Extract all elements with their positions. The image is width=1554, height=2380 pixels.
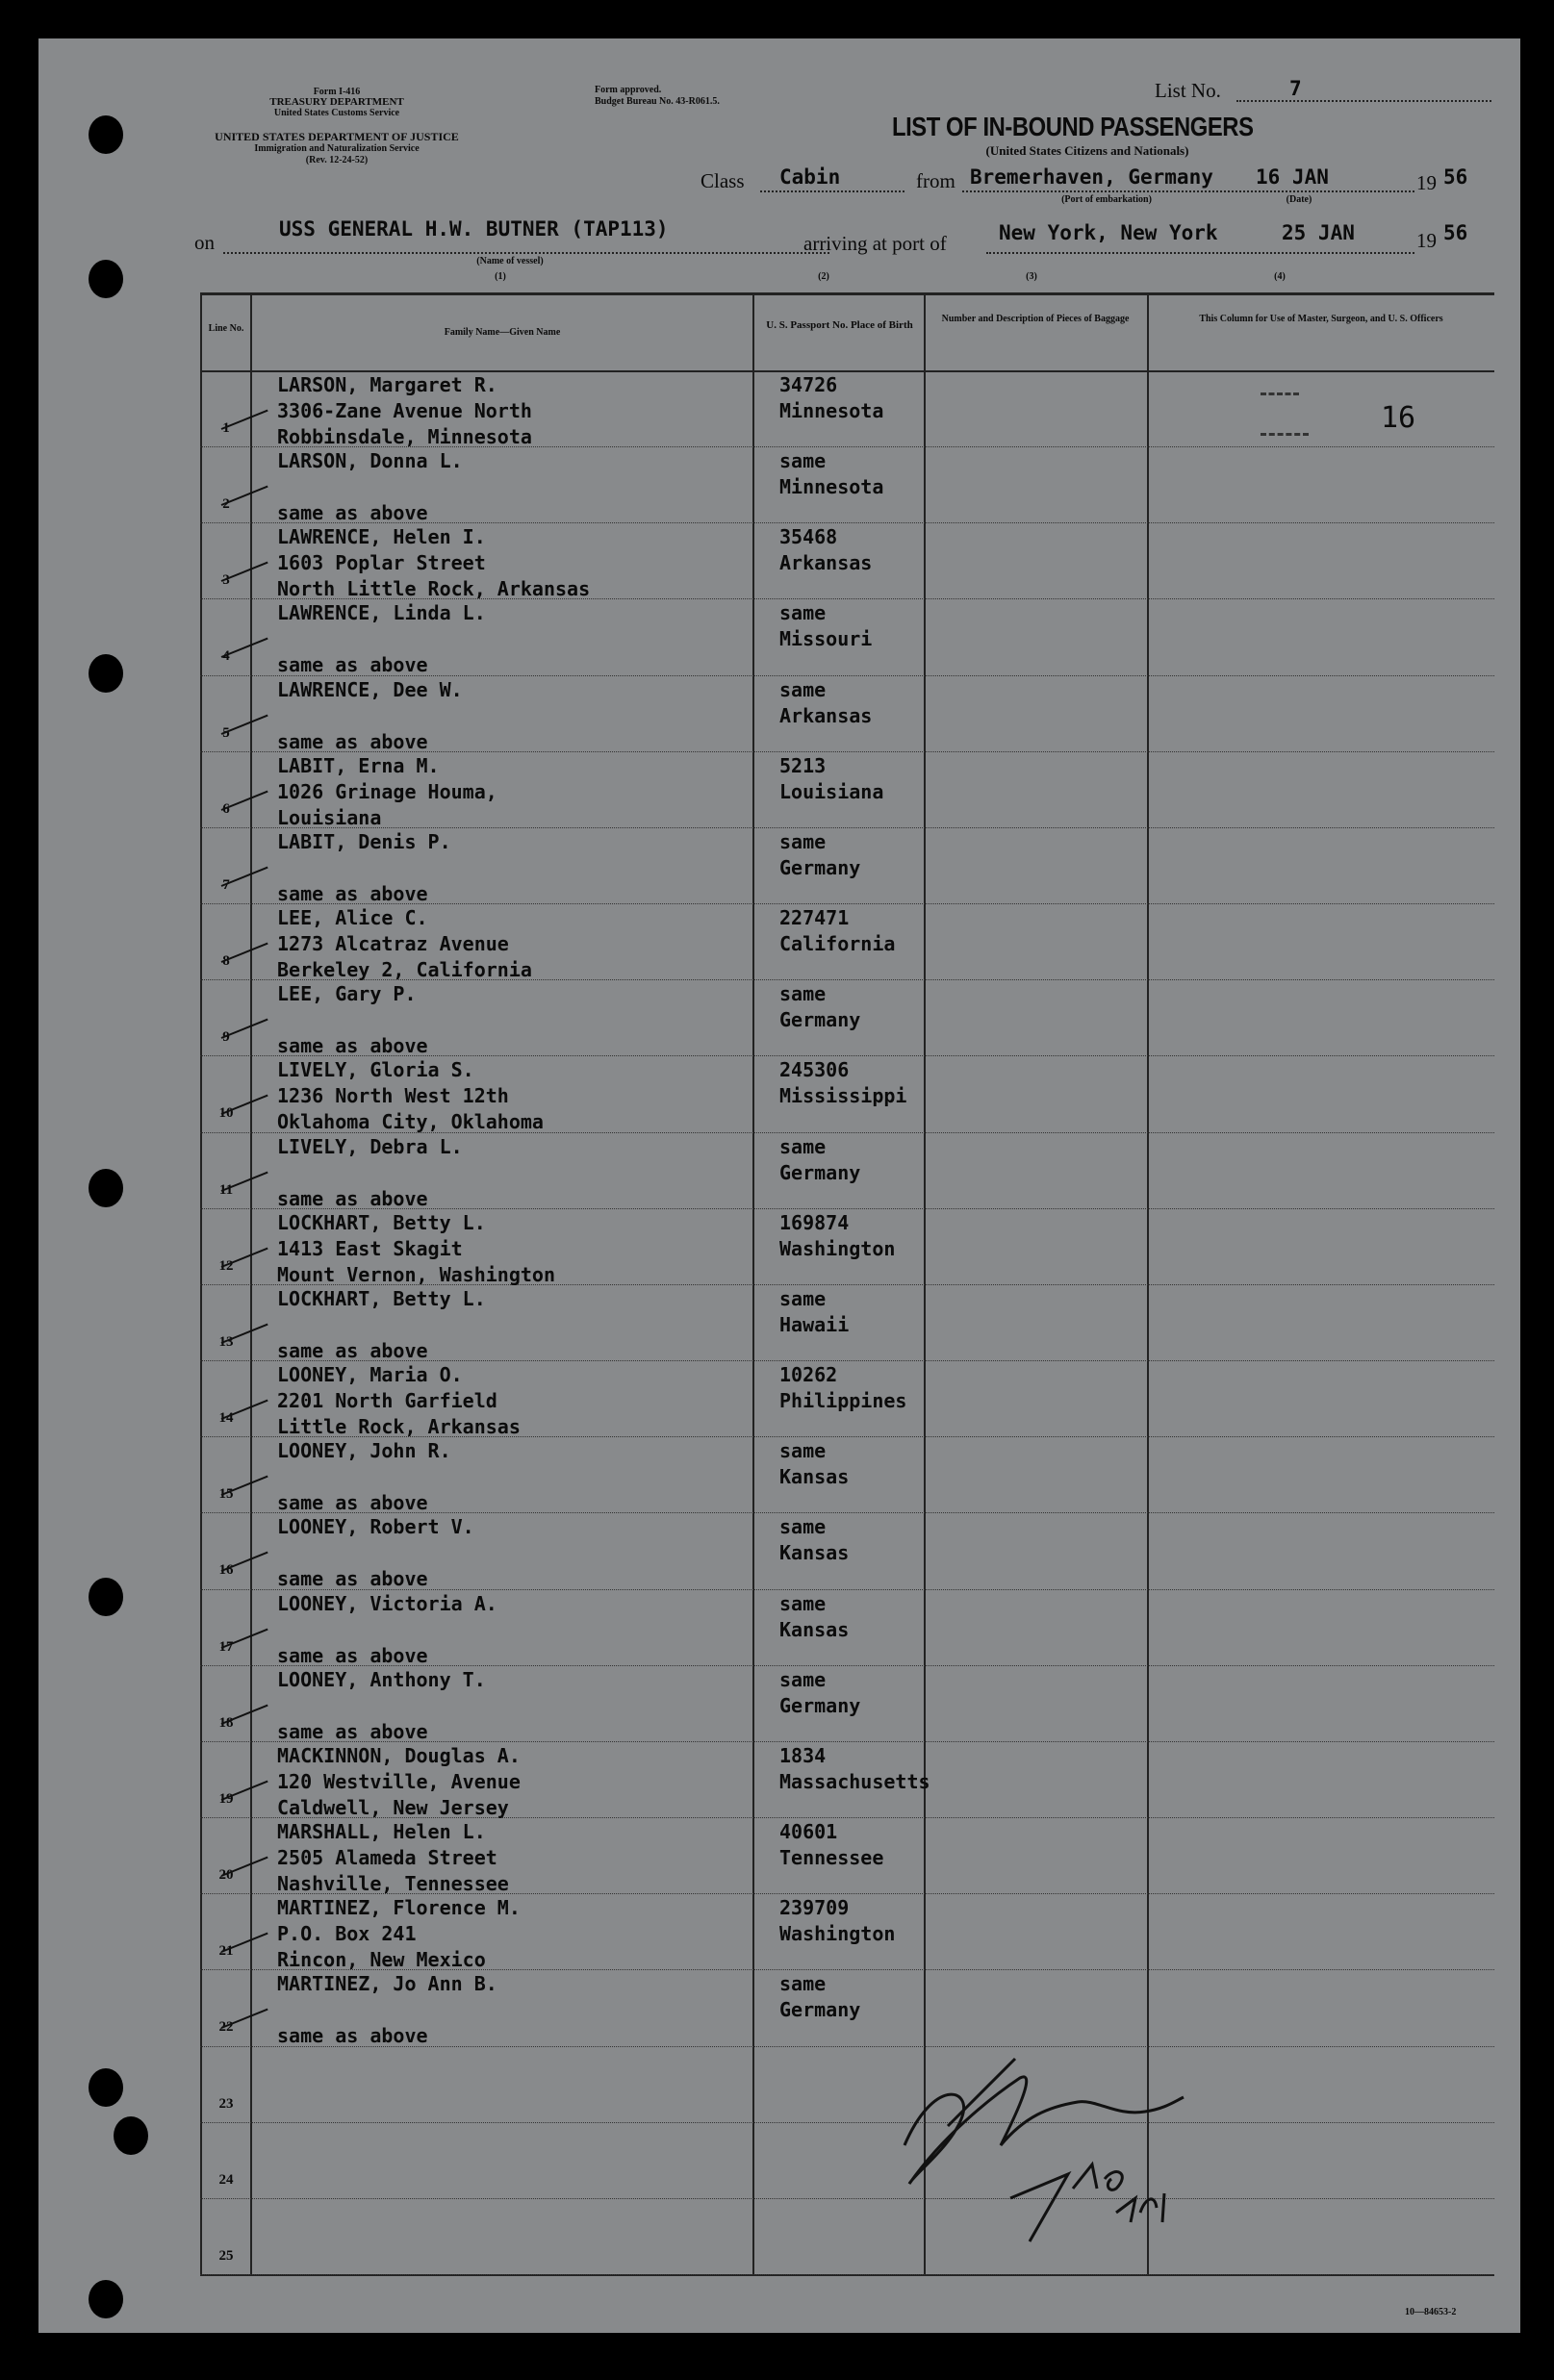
list-no-value: 7 — [1289, 77, 1302, 100]
col-header-line-no: Line No. — [208, 323, 244, 334]
row-number: 1 — [222, 420, 230, 436]
form-number: Form I-416 — [313, 87, 361, 97]
officer-marks-2 — [1261, 433, 1309, 436]
arrival-year-prefix: 19 — [1416, 229, 1437, 252]
row-number: 6 — [222, 800, 230, 817]
row-divider — [200, 2274, 1494, 2275]
vessel-name: USS GENERAL H.W. BUTNER (TAP113) — [279, 217, 669, 241]
form-revision: (Rev. 12-24-52) — [305, 155, 369, 165]
binder-hole — [89, 1578, 123, 1616]
table-top-border — [200, 292, 1494, 295]
passenger-address-line2: Nashville, Tennessee — [277, 1872, 509, 1896]
passenger-name: LOONEY, John R. — [277, 1439, 451, 1463]
binder-hole — [89, 115, 123, 154]
col-header-baggage: Number and Description of Pieces of Baggage — [941, 314, 1130, 324]
passport-number: same — [779, 1667, 827, 1691]
passenger-address-line2: Oklahoma City, Oklahoma — [277, 1110, 544, 1134]
class-line — [760, 190, 904, 192]
passport-number: 35468 — [779, 525, 838, 549]
passenger-name: LEE, Gary P. — [277, 982, 417, 1006]
passenger-name: LOONEY, Maria O. — [277, 1363, 463, 1387]
passenger-address-line2: Rincon, New Mexico — [277, 1948, 486, 1972]
passport-number: same — [779, 449, 827, 473]
row-number: 3 — [222, 572, 230, 589]
place-of-birth: Kansas — [779, 1541, 850, 1565]
passenger-address-line2: same as above — [277, 1567, 428, 1591]
customs-service: United States Customs Service — [273, 108, 400, 118]
from-label: from — [916, 169, 955, 192]
row-number: 20 — [218, 1867, 234, 1884]
place-of-birth: Washington — [779, 1922, 896, 1946]
passport-number: 245306 — [779, 1058, 850, 1082]
row-divider — [200, 2122, 1494, 2123]
arriving-label: arriving at port of — [803, 232, 947, 255]
binder-hole — [89, 2280, 123, 2318]
place-of-birth: Germany — [779, 1160, 861, 1184]
passenger-address-line1: P.O. Box 241 — [277, 1922, 417, 1946]
place-of-birth: Philippines — [779, 1389, 907, 1413]
row-number: 13 — [218, 1333, 234, 1350]
passenger-address-line2: same as above — [277, 1719, 428, 1743]
place-of-birth: Hawaii — [779, 1312, 850, 1336]
passenger-address-line1: 1273 Alcatraz Avenue — [277, 932, 509, 956]
place-of-birth: Louisiana — [779, 779, 884, 803]
passenger-address-line2: North Little Rock, Arkansas — [277, 577, 591, 601]
passenger-name: MARSHALL, Helen L. — [277, 1820, 486, 1844]
passenger-name: LIVELY, Gloria S. — [277, 1058, 474, 1082]
col-header-name: Family Name—Given Name — [444, 327, 561, 338]
footer-code: 10—84653-2 — [1405, 2307, 1457, 2317]
place-of-birth: Germany — [779, 1998, 861, 2022]
place-of-birth: Kansas — [779, 1465, 850, 1489]
row-number: 7 — [222, 876, 230, 893]
col-num-4: (4) — [1274, 271, 1286, 282]
officer-marks — [1261, 392, 1299, 395]
passenger-name: LABIT, Denis P. — [277, 829, 451, 853]
passport-number: same — [779, 1439, 827, 1463]
passport-number: 10262 — [779, 1363, 838, 1387]
page-subtitle: (United States Citizens and Nationals) — [985, 143, 1189, 158]
place-of-birth: Germany — [779, 1008, 861, 1032]
on-label: on — [194, 231, 215, 254]
col-num-1: (1) — [495, 271, 506, 282]
passenger-address-line2: same as above — [277, 1491, 428, 1515]
passenger-address-line2: Louisiana — [277, 805, 382, 829]
passenger-address-line2: same as above — [277, 1186, 428, 1210]
row-number: 8 — [222, 953, 230, 970]
arrival-date: 25 JAN — [1282, 221, 1355, 244]
passenger-name: LEE, Alice C. — [277, 906, 428, 930]
passenger-address-line2: same as above — [277, 729, 428, 753]
passport-number: same — [779, 1515, 827, 1539]
passenger-name: LOONEY, Anthony T. — [277, 1667, 486, 1691]
manifest-sheet — [38, 38, 1520, 2333]
passenger-address-line1: 2505 Alameda Street — [277, 1846, 497, 1870]
col-num-2: (2) — [818, 271, 829, 282]
place-of-birth: Kansas — [779, 1617, 850, 1641]
class-value: Cabin — [779, 165, 841, 189]
passenger-address-line2: Mount Vernon, Washington — [277, 1262, 555, 1286]
port-caption: (Port of embarkation) — [1061, 194, 1152, 205]
passport-number: same — [779, 1134, 827, 1158]
passport-number: same — [779, 829, 827, 853]
passport-number: 40601 — [779, 1820, 838, 1844]
row-number: 19 — [218, 1790, 234, 1807]
passenger-address-line1: 120 Westville, Avenue — [277, 1769, 521, 1793]
row-number: 2 — [222, 496, 230, 513]
binder-hole — [89, 260, 123, 298]
list-no-label: List No. — [1155, 79, 1221, 102]
date-caption: (Date) — [1286, 194, 1312, 205]
passport-number: same — [779, 1972, 827, 1996]
place-of-birth: Germany — [779, 1693, 861, 1717]
row-number: 9 — [222, 1029, 230, 1046]
passport-number: same — [779, 982, 827, 1006]
officer-count: 16 — [1381, 401, 1416, 435]
passport-number: 239709 — [779, 1896, 850, 1920]
dept-justice: UNITED STATES DEPARTMENT OF JUSTICE — [215, 130, 459, 143]
passenger-address-line1: 1413 East Skagit — [277, 1236, 463, 1260]
row-number: 22 — [218, 2019, 234, 2036]
row-number: 11 — [218, 1181, 234, 1198]
passenger-name: LOONEY, Victoria A. — [277, 1591, 497, 1615]
col-header-officers: This Column for Use of Master, Surgeon, and U. S. Officers — [1199, 314, 1443, 324]
row-number: 4 — [222, 648, 230, 665]
passport-number: same — [779, 1286, 827, 1310]
col-header-passport: U. S. Passport No. Place of Birth — [766, 319, 913, 331]
row-number: 18 — [218, 1714, 234, 1731]
row-number: 21 — [218, 1943, 234, 1960]
passenger-name: LOCKHART, Betty L. — [277, 1210, 486, 1234]
passenger-name: LAWRENCE, Linda L. — [277, 601, 486, 625]
passport-number: 1834 — [779, 1743, 827, 1767]
row-number: 16 — [218, 1562, 234, 1579]
passenger-name: LAWRENCE, Dee W. — [277, 677, 463, 701]
departure-year: 56 — [1443, 165, 1468, 189]
passenger-name: LOONEY, Robert V. — [277, 1515, 474, 1539]
passenger-address-line2: Berkeley 2, California — [277, 958, 532, 982]
place-of-birth: Missouri — [779, 627, 873, 651]
place-of-birth: Mississippi — [779, 1084, 907, 1108]
from-value: Bremerhaven, Germany — [970, 165, 1213, 189]
passenger-address-line2: same as above — [277, 653, 428, 677]
place-of-birth: Arkansas — [779, 551, 873, 575]
place-of-birth: Germany — [779, 855, 861, 879]
row-number: 10 — [218, 1105, 234, 1122]
passenger-address-line2: same as above — [277, 2024, 428, 2048]
row-number: 14 — [218, 1410, 234, 1427]
passenger-address-line2: Little Rock, Arkansas — [277, 1415, 521, 1439]
passenger-address-line2: same as above — [277, 501, 428, 525]
vessel-caption: (Name of vessel) — [476, 256, 544, 266]
passenger-name: MARTINEZ, Florence M. — [277, 1896, 521, 1920]
row-number: 5 — [222, 724, 230, 741]
departure-date: 16 JAN — [1256, 165, 1329, 189]
row-number: 24 — [218, 2171, 234, 2188]
class-label: Class — [701, 169, 745, 192]
passenger-address-line2: Robbinsdale, Minnesota — [277, 425, 532, 448]
page-title: LIST OF IN-BOUND PASSENGERS — [892, 112, 1254, 141]
row-divider — [200, 2198, 1494, 2199]
list-no-line — [1236, 100, 1491, 102]
passenger-address-line1: 1236 North West 12th — [277, 1084, 509, 1108]
binder-hole — [89, 1169, 123, 1207]
passenger-address-line2: same as above — [277, 1034, 428, 1058]
binder-hole — [114, 2116, 148, 2155]
passenger-name: LAWRENCE, Helen I. — [277, 525, 486, 549]
passenger-name: LABIT, Erna M. — [277, 753, 440, 777]
binder-hole — [89, 2068, 123, 2107]
passport-number: same — [779, 601, 827, 625]
arrival-line — [986, 252, 1414, 254]
departure-year-prefix: 19 — [1416, 171, 1437, 194]
passenger-name: LARSON, Donna L. — [277, 449, 463, 473]
treasury-dept: TREASURY DEPARTMENT — [269, 96, 404, 108]
passenger-address-line2: same as above — [277, 1643, 428, 1667]
passport-number: 34726 — [779, 373, 838, 396]
row-divider — [200, 827, 1494, 828]
budget-bureau: Budget Bureau No. 43-R061.5. — [595, 96, 720, 107]
row-number: 17 — [218, 1638, 234, 1655]
arrival-port: New York, New York — [999, 221, 1218, 244]
passport-number: 227471 — [779, 906, 850, 930]
passenger-address-line1: 2201 North Garfield — [277, 1389, 497, 1413]
row-number: 25 — [218, 2247, 234, 2264]
passenger-name: MACKINNON, Douglas A. — [277, 1743, 521, 1767]
passenger-address-line1: 1603 Poplar Street — [277, 551, 486, 575]
row-number: 23 — [218, 2095, 234, 2112]
place-of-birth: Arkansas — [779, 703, 873, 727]
officer-signature — [856, 2020, 1241, 2251]
col-num-3: (3) — [1026, 271, 1037, 282]
passenger-name: LARSON, Margaret R. — [277, 373, 497, 396]
passenger-address-line1: 1026 Grinage Houma, — [277, 779, 497, 803]
passenger-name: LIVELY, Debra L. — [277, 1134, 463, 1158]
row-number: 12 — [218, 1257, 234, 1274]
passport-number: 5213 — [779, 753, 827, 777]
passport-number: 169874 — [779, 1210, 850, 1234]
passenger-address-line2: Caldwell, New Jersey — [277, 1795, 509, 1819]
passenger-name: MARTINEZ, Jo Ann B. — [277, 1972, 497, 1996]
vessel-line — [223, 252, 829, 254]
place-of-birth: Massachusetts — [779, 1769, 930, 1793]
form-approved: Form approved. — [595, 85, 662, 95]
arrival-year: 56 — [1443, 221, 1468, 244]
from-line — [962, 190, 1414, 192]
place-of-birth: California — [779, 932, 896, 956]
passenger-address-line1: 3306-Zane Avenue North — [277, 399, 532, 422]
ins-service: Immigration and Naturalization Service — [254, 143, 420, 154]
place-of-birth: Minnesota — [779, 399, 884, 422]
passport-number: same — [779, 677, 827, 701]
place-of-birth: Minnesota — [779, 475, 884, 499]
passenger-address-line2: same as above — [277, 881, 428, 905]
row-number: 15 — [218, 1486, 234, 1503]
passenger-address-line2: same as above — [277, 1338, 428, 1362]
binder-hole — [89, 654, 123, 693]
place-of-birth: Washington — [779, 1236, 896, 1260]
passport-number: same — [779, 1591, 827, 1615]
place-of-birth: Tennessee — [779, 1846, 884, 1870]
passenger-name: LOCKHART, Betty L. — [277, 1286, 486, 1310]
